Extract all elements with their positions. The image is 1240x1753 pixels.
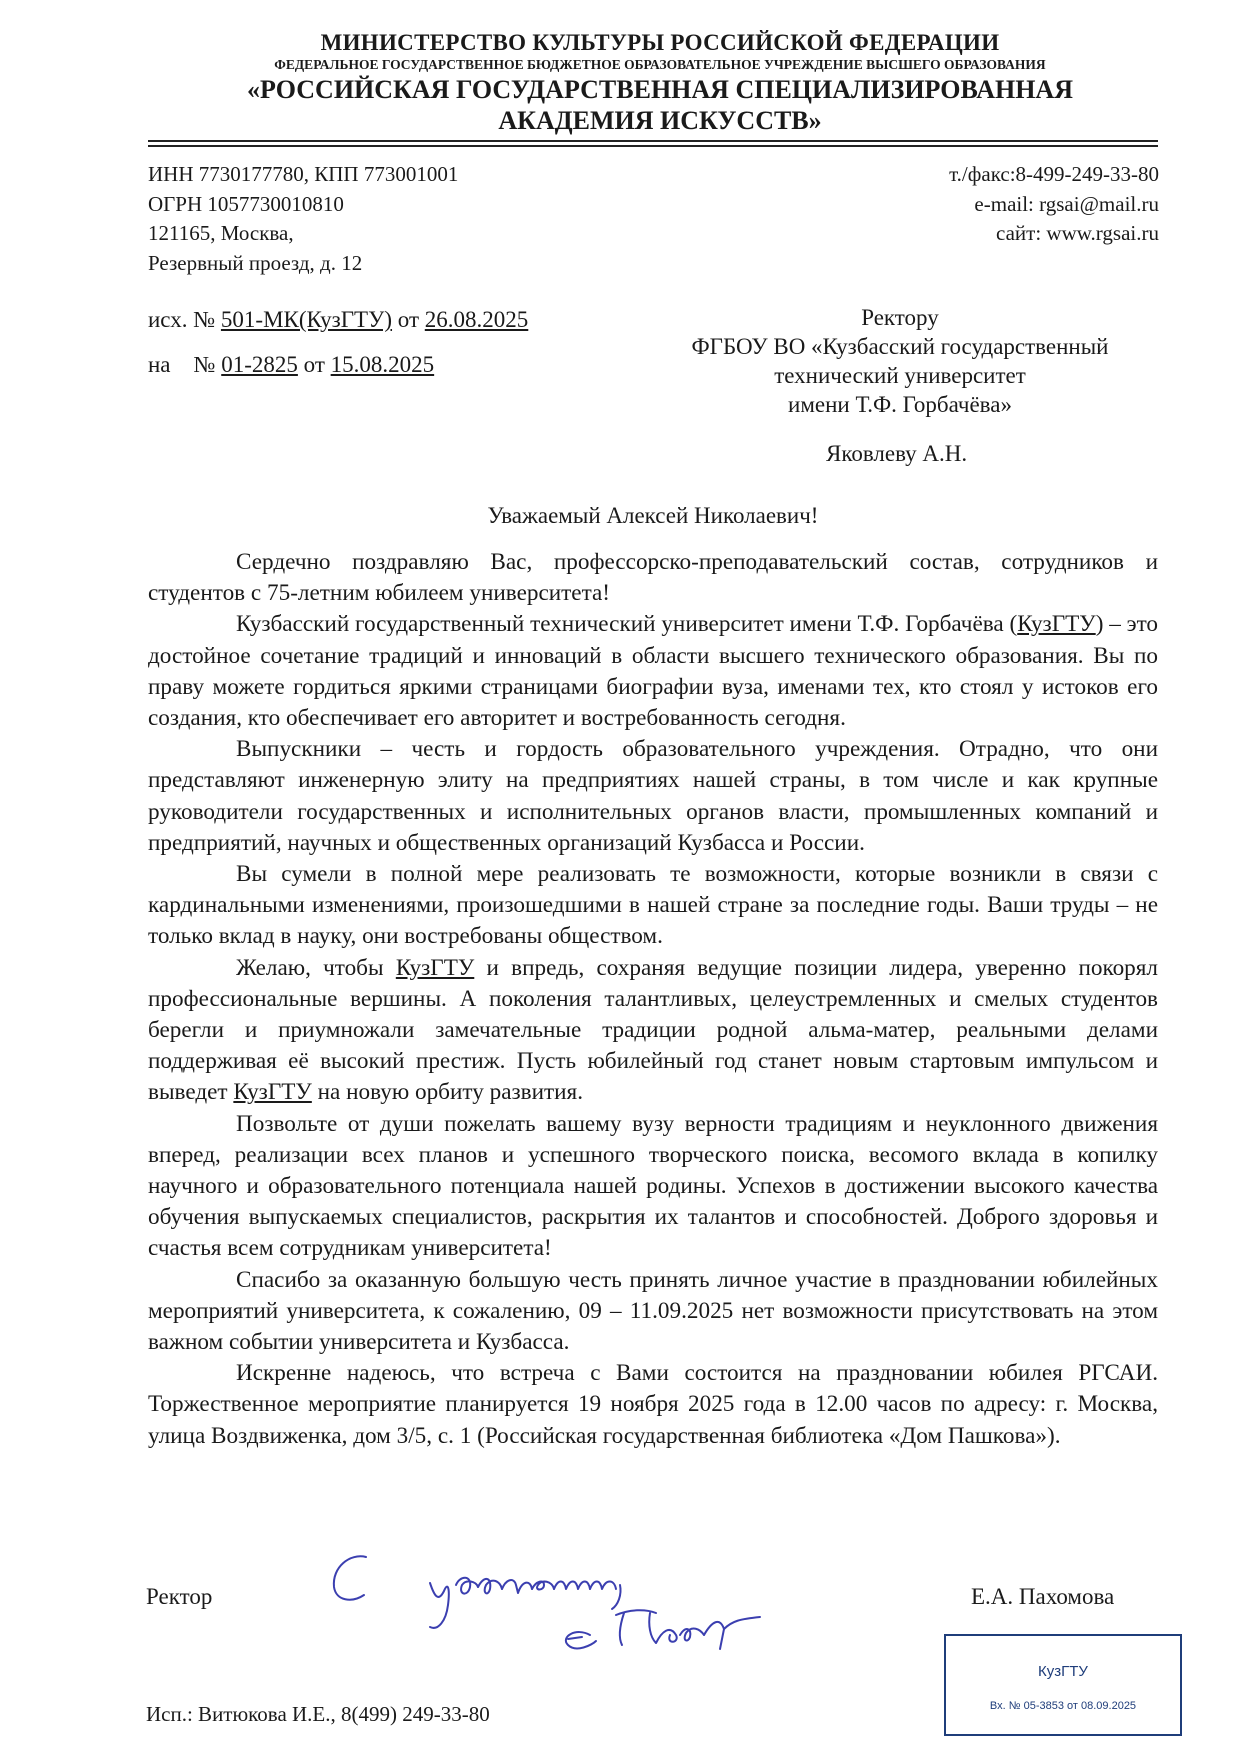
paragraph: Вы сумели в полной мере реализовать те возможности, которые возникли в связи с кардинальными изменениями, произошедшими в нашей стране за последние годы. Ваши труды – не только вклад в науку, они востребованы обществом.: [148, 861, 1158, 950]
paragraph: Сердечно поздравляю Вас, профессорско-преподавательский состав, сотрудников и студентов с 75-летним юбилеем университета!: [148, 549, 1158, 607]
address-city: 121165, Москва,: [148, 221, 294, 245]
outgoing-prefix: исх. №: [148, 307, 216, 332]
outgoing-from: от: [397, 307, 420, 332]
addressee-org-line3: имени Т.Ф. Горбачёва»: [788, 392, 1012, 417]
website: сайт: www.rgsai.ru: [996, 221, 1159, 245]
paragraph-text: на новую орбиту развития.: [311, 1079, 584, 1106]
paragraph: Искренне надеюсь, что встреча с Вами состоится на праздновании юбилея РГСАИ. Торжественное мероприятие планируется 19 ноября 2025 года в 12.00 часов по адресу: г. Москва, улица Воздвиженка, дом 3/5, с. 1 (Российская государственная библиотека «Дом Пашкова»).: [148, 1360, 1158, 1449]
addressee-org-line1: ФГБОУ ВО «Кузбасский государственный: [691, 334, 1109, 359]
paragraph-text: и впредь, сохраняя ведущие позиции лидера, уверенно покорял профессиональные вершины. А поколения талантливых, целеустремленных и смелых студентов берегли и приумножали замечательные традиции родной альма-матер, реальными делами поддерживая её высокий престиж. Пусть юбилейный год станет новым стартовым импульсом и выведет: [148, 954, 1158, 1106]
inn-kpp: ИНН 7730177780, КПП 773001001: [148, 162, 459, 186]
executor-contact: Исп.: Витюкова И.Е., 8(499) 249-33-80: [146, 1702, 490, 1726]
institution-name-line2: АКАДЕМИЯ ИСКУССТВ»: [498, 106, 822, 135]
requisites-left: [148, 160, 458, 278]
addressee-title: Ректору: [861, 305, 939, 330]
abbreviation: КузГТУ: [233, 1079, 312, 1106]
header-divider: [148, 140, 1158, 147]
ogrn: ОГРН 1057730010810: [148, 191, 344, 216]
paragraph: [148, 953, 1158, 1109]
paragraph: Выпускники – честь и гордость образовательного учреждения. Отрадно, что они представляют инженерную элиту на предприятиях нашей страны, в том числе и как крупные руководители государственных и исполнительных органов власти, промышленных компаний и предприятий, научных и общественных организаций Кузбасса и России.: [148, 736, 1158, 856]
incoming-date: 15.08.2025: [330, 352, 435, 377]
registration-stamp: [944, 1634, 1182, 1736]
outgoing-date: 26.08.2025: [424, 307, 529, 332]
addressee-block: [640, 303, 1160, 419]
outgoing-number: 501-МК(КузГТУ): [220, 307, 393, 332]
ministry-title: МИНИСТЕРСТВО КУЛЬТУРЫ РОССИЙСКОЙ ФЕДЕРАЦИИ: [320, 30, 1000, 55]
paragraph: Позвольте от души пожелать вашему вузу верности традициям и неуклонного движения вперед, реализации всех планов и успешного творческого поиска, весомого вклада в копилку научного и образовательного потенциала нашей родины. Успехов в достижении высокого качества обучения выпускаемых специалистов, раскрытия их талантов и способностей. Доброго здоровья и счастья всем сотрудникам университета!: [148, 1110, 1158, 1262]
abbreviation: КузГТУ: [395, 954, 475, 981]
signatory-position: Ректор: [146, 1584, 213, 1609]
stamp-org: КузГТУ: [1038, 1663, 1088, 1680]
address-street: Резервный проезд, д. 12: [148, 250, 363, 275]
incoming-number: 01-2825: [221, 352, 298, 377]
incoming-ref: [148, 352, 434, 378]
paragraph: [148, 609, 1158, 734]
phone-fax: т./факс:8-499-249-33-80: [949, 162, 1159, 186]
incoming-from: от: [303, 352, 325, 377]
signatory-name: Е.А. Пахомова: [971, 1584, 1115, 1609]
stamp-registration: Вх. № 05-3853 от 08.09.2025: [989, 1700, 1137, 1712]
institution-name-line1: «РОССИЙСКАЯ ГОСУДАРСТВЕННАЯ СПЕЦИАЛИЗИРОВАННАЯ: [247, 75, 1073, 104]
outgoing-ref: [148, 307, 528, 333]
email: e-mail: rgsai@mail.ru: [974, 191, 1159, 216]
addressee-name: Яковлеву А.Н.: [826, 441, 968, 466]
addressee-org-line2: технический университет: [774, 363, 1026, 388]
handwritten-signature: [320, 1545, 880, 1655]
paragraph-text: Желаю, чтобы: [236, 954, 396, 981]
paragraph: Спасибо за оказанную большую честь принять личное участие в праздновании юбилейных мероприятий университета, к сожалению, 09 – 11.09.2025 нет возможности присутствовать на этом важном событии университета и Кузбасса.: [148, 1266, 1158, 1356]
paragraph-text: Кузбасский государственный технический университет имени Т.Ф. Горбачёва (: [236, 611, 1018, 638]
incoming-prefix: на №: [148, 352, 216, 377]
letter-body: [148, 547, 1158, 1452]
institution-name: [140, 74, 1180, 136]
abbreviation: КузГТУ: [1017, 611, 1096, 638]
requisites-right: [949, 160, 1159, 249]
institution-type: ФЕДЕРАЛЬНОЕ ГОСУДАРСТВЕННОЕ БЮДЖЕТНОЕ ОБРАЗОВАТЕЛЬНОЕ УЧРЕЖДЕНИЕ ВЫСШЕГО ОБРАЗОВАНИЯ: [274, 57, 1046, 72]
greeting: Уважаемый Алексей Николаевич!: [487, 503, 819, 528]
paragraph-text: ) – это достойное сочетание традиций и инноваций в области высшего технического образования. Вы по праву можете гордиться яркими страницами биографии вуза, именами тех, кто стоял у истоков его создания, кто обеспечивает его авторитет и востребованность сегодня.: [148, 611, 1158, 732]
